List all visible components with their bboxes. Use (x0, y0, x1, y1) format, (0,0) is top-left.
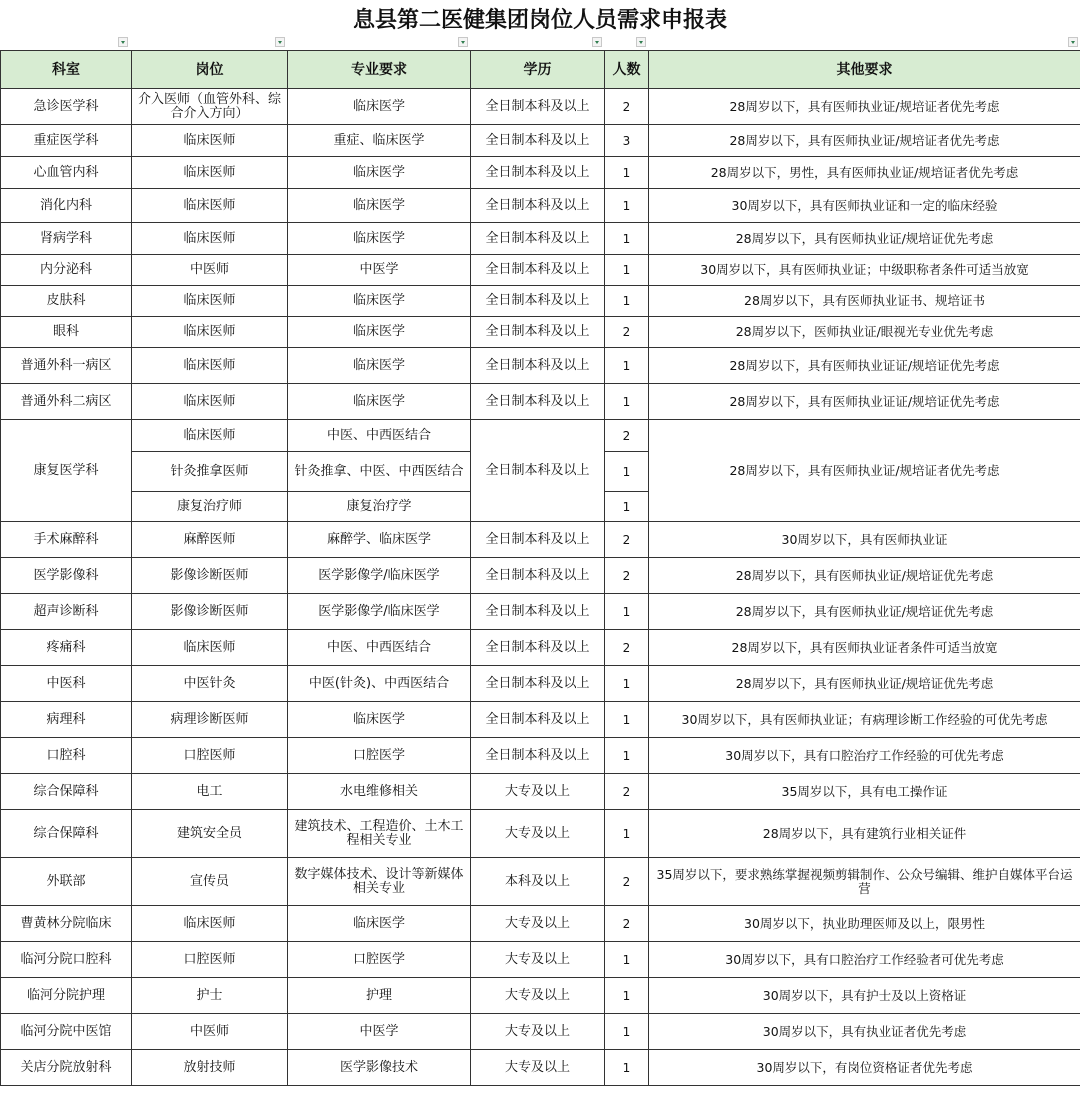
post-cell[interactable]: 临床医师 (132, 384, 288, 420)
table-row (1, 125, 1080, 157)
table-row (1, 522, 1080, 558)
major-cell[interactable]: 临床医学 (288, 157, 471, 189)
major-cell[interactable]: 临床医学 (288, 317, 471, 348)
education-cell[interactable]: 全日制本科及以上 (471, 348, 605, 384)
post-cell[interactable]: 建筑安全员 (132, 810, 288, 858)
education-cell[interactable]: 全日制本科及以上 (471, 666, 605, 702)
post-cell[interactable]: 临床医师 (132, 630, 288, 666)
dept-cell[interactable]: 超声诊断科 (1, 594, 132, 630)
count-cell[interactable]: 1 (605, 942, 649, 978)
requirement-cell[interactable]: 30周岁以下，具有口腔治疗工作经验的可优先考虑 (649, 738, 1080, 774)
dept-cell[interactable]: 肾病学科 (1, 223, 132, 255)
column-header[interactable]: 专业要求 (288, 51, 471, 89)
major-cell[interactable]: 临床医学 (288, 384, 471, 420)
major-cell[interactable]: 临床医学 (288, 286, 471, 317)
dept-cell[interactable]: 消化内科 (1, 189, 132, 223)
major-cell[interactable]: 中医、中西医结合 (288, 420, 471, 452)
requirement-cell[interactable]: 28周岁以下，具有医师执业证证/规培证优先考虑 (649, 348, 1080, 384)
filter-dropdown-icon[interactable] (118, 37, 128, 47)
count-cell[interactable]: 1 (605, 810, 649, 858)
count-cell[interactable]: 1 (605, 1050, 649, 1086)
requirement-cell[interactable]: 28周岁以下，具有建筑行业相关证件 (649, 810, 1080, 858)
filter-dropdown-icon[interactable] (458, 37, 468, 47)
dept-cell[interactable]: 手术麻醉科 (1, 522, 132, 558)
requirement-cell[interactable]: 28周岁以下，具有医师执业证证/规培证优先考虑 (649, 384, 1080, 420)
requirement-cell[interactable]: 28周岁以下，具有医师执业证/规培证优先考虑 (649, 666, 1080, 702)
dept-cell[interactable]: 中医科 (1, 666, 132, 702)
education-cell[interactable]: 全日制本科及以上 (471, 702, 605, 738)
filter-dropdown-icon[interactable] (592, 37, 602, 47)
count-cell[interactable]: 1 (605, 666, 649, 702)
education-cell[interactable]: 大专及以上 (471, 942, 605, 978)
education-cell[interactable]: 大专及以上 (471, 978, 605, 1014)
count-cell[interactable]: 1 (605, 157, 649, 189)
count-cell[interactable]: 2 (605, 317, 649, 348)
count-cell[interactable]: 1 (605, 1014, 649, 1050)
count-cell[interactable]: 3 (605, 125, 649, 157)
count-cell[interactable]: 1 (605, 594, 649, 630)
table-row (1, 594, 1080, 630)
major-cell[interactable]: 口腔医学 (288, 738, 471, 774)
post-cell[interactable]: 中医师 (132, 1014, 288, 1050)
major-cell[interactable]: 临床医学 (288, 348, 471, 384)
education-cell[interactable]: 全日制本科及以上 (471, 317, 605, 348)
table-row (1, 89, 1080, 125)
major-cell[interactable]: 重症、临床医学 (288, 125, 471, 157)
major-cell[interactable]: 针灸推拿、中医、中西医结合 (288, 452, 471, 492)
education-cell[interactable]: 全日制本科及以上 (471, 594, 605, 630)
dept-cell[interactable]: 临河分院口腔科 (1, 942, 132, 978)
post-cell[interactable]: 临床医师 (132, 906, 288, 942)
post-cell[interactable]: 影像诊断医师 (132, 558, 288, 594)
table-row (1, 810, 1080, 858)
column-header[interactable]: 人数 (605, 51, 649, 89)
dept-cell[interactable]: 内分泌科 (1, 255, 132, 286)
post-cell[interactable]: 临床医师 (132, 420, 288, 452)
education-cell[interactable]: 全日制本科及以上 (471, 286, 605, 317)
post-cell[interactable]: 中医师 (132, 255, 288, 286)
major-cell[interactable]: 中医学 (288, 255, 471, 286)
count-cell[interactable]: 1 (605, 286, 649, 317)
table-row (1, 223, 1080, 255)
education-cell[interactable]: 大专及以上 (471, 1014, 605, 1050)
major-cell[interactable]: 临床医学 (288, 189, 471, 223)
post-cell[interactable]: 临床医师 (132, 125, 288, 157)
education-cell[interactable]: 全日制本科及以上 (471, 630, 605, 666)
table-row (1, 978, 1080, 1014)
dept-cell[interactable]: 普通外科一病区 (1, 348, 132, 384)
post-cell[interactable]: 临床医师 (132, 223, 288, 255)
post-cell[interactable]: 临床医师 (132, 157, 288, 189)
major-cell[interactable]: 临床医学 (288, 702, 471, 738)
count-cell[interactable]: 2 (605, 774, 649, 810)
count-cell[interactable]: 1 (605, 702, 649, 738)
education-cell[interactable]: 大专及以上 (471, 774, 605, 810)
dept-cell[interactable]: 外联部 (1, 858, 132, 906)
requirement-cell[interactable]: 28周岁以下，具有医师执业证/规培证优先考虑 (649, 594, 1080, 630)
filter-bar (0, 36, 1080, 50)
filter-dropdown-icon[interactable] (636, 37, 646, 47)
recruitment-table (0, 50, 1080, 1086)
count-cell[interactable]: 2 (605, 858, 649, 906)
post-cell[interactable]: 口腔医师 (132, 738, 288, 774)
table-row (1, 189, 1080, 223)
education-cell[interactable]: 大专及以上 (471, 1050, 605, 1086)
requirement-cell[interactable]: 30周岁以下，具有护士及以上资格证 (649, 978, 1080, 1014)
post-cell[interactable]: 麻醉医师 (132, 522, 288, 558)
requirement-cell[interactable]: 30周岁以下，有岗位资格证者优先考虑 (649, 1050, 1080, 1086)
header-row (1, 51, 1080, 89)
education-cell[interactable]: 全日制本科及以上 (471, 125, 605, 157)
requirement-cell[interactable]: 28周岁以下，医师执业证/眼视光专业优先考虑 (649, 317, 1080, 348)
table-row (1, 255, 1080, 286)
table-row (1, 942, 1080, 978)
education-cell[interactable]: 全日制本科及以上 (471, 89, 605, 125)
requirement-cell[interactable]: 30周岁以下，具有医师执业证 (649, 522, 1080, 558)
post-cell[interactable]: 宣传员 (132, 858, 288, 906)
count-cell[interactable]: 1 (605, 492, 649, 522)
dept-cell[interactable]: 病理科 (1, 702, 132, 738)
major-cell[interactable]: 医学影像技术 (288, 1050, 471, 1086)
table-row (1, 1014, 1080, 1050)
dept-cell[interactable]: 综合保障科 (1, 810, 132, 858)
dept-cell[interactable]: 疼痛科 (1, 630, 132, 666)
requirement-cell[interactable]: 30周岁以下，执业助理医师及以上，限男性 (649, 906, 1080, 942)
education-cell[interactable]: 全日制本科及以上 (471, 255, 605, 286)
count-cell[interactable]: 1 (605, 978, 649, 1014)
count-cell[interactable]: 2 (605, 558, 649, 594)
dept-cell[interactable]: 心血管内科 (1, 157, 132, 189)
major-cell[interactable]: 麻醉学、临床医学 (288, 522, 471, 558)
table-row (1, 558, 1080, 594)
requirement-cell[interactable]: 30周岁以下，具有口腔治疗工作经验者可优先考虑 (649, 942, 1080, 978)
count-cell[interactable]: 1 (605, 255, 649, 286)
count-cell[interactable]: 1 (605, 738, 649, 774)
count-cell[interactable]: 1 (605, 348, 649, 384)
table-row (1, 348, 1080, 384)
requirement-cell[interactable]: 28周岁以下，具有医师执业证书、规培证书 (649, 286, 1080, 317)
requirement-cell[interactable]: 28周岁以下，具有医师执业证/规培证者优先考虑 (649, 125, 1080, 157)
major-cell[interactable]: 建筑技术、工程造价、土木工程相关专业 (288, 810, 471, 858)
education-cell[interactable]: 大专及以上 (471, 810, 605, 858)
education-cell[interactable]: 全日制本科及以上 (471, 384, 605, 420)
post-cell[interactable]: 临床医师 (132, 317, 288, 348)
education-cell[interactable]: 全日制本科及以上 (471, 738, 605, 774)
requirement-cell[interactable]: 35周岁以下，要求熟练掌握视频剪辑制作、公众号编辑、维护自媒体平台运营 (649, 858, 1080, 906)
requirement-cell[interactable]: 35周岁以下，具有电工操作证 (649, 774, 1080, 810)
table-row (1, 384, 1080, 420)
table-row (1, 702, 1080, 738)
major-cell[interactable]: 中医学 (288, 1014, 471, 1050)
education-cell[interactable]: 全日制本科及以上 (471, 223, 605, 255)
post-cell[interactable]: 电工 (132, 774, 288, 810)
major-cell[interactable]: 数字媒体技术、设计等新媒体相关专业 (288, 858, 471, 906)
requirement-cell[interactable]: 30周岁以下，具有医师执业证；有病理诊断工作经验的可优先考虑 (649, 702, 1080, 738)
education-cell[interactable]: 全日制本科及以上 (471, 522, 605, 558)
education-cell[interactable]: 全日制本科及以上 (471, 558, 605, 594)
table-row (1, 286, 1080, 317)
table-row (1, 774, 1080, 810)
requirement-cell[interactable]: 30周岁以下，具有执业证者优先考虑 (649, 1014, 1080, 1050)
dept-cell[interactable]: 曹黄林分院临床 (1, 906, 132, 942)
count-cell[interactable]: 1 (605, 189, 649, 223)
column-header[interactable]: 学历 (471, 51, 605, 89)
dept-cell[interactable]: 临河分院护理 (1, 978, 132, 1014)
requirement-cell[interactable]: 28周岁以下，具有医师执业证者条件可适当放宽 (649, 630, 1080, 666)
post-cell[interactable]: 放射技师 (132, 1050, 288, 1086)
post-cell[interactable]: 病理诊断医师 (132, 702, 288, 738)
count-cell[interactable]: 2 (605, 522, 649, 558)
dept-cell[interactable]: 普通外科二病区 (1, 384, 132, 420)
requirement-cell[interactable]: 28周岁以下，具有医师执业证/规培证者优先考虑 (649, 89, 1080, 125)
count-cell[interactable]: 1 (605, 223, 649, 255)
major-cell[interactable]: 康复治疗学 (288, 492, 471, 522)
count-cell[interactable]: 2 (605, 630, 649, 666)
major-cell[interactable]: 临床医学 (288, 906, 471, 942)
table-row (1, 317, 1080, 348)
dept-cell[interactable]: 关店分院放射科 (1, 1050, 132, 1086)
major-cell[interactable]: 护理 (288, 978, 471, 1014)
count-cell[interactable]: 2 (605, 906, 649, 942)
major-cell[interactable]: 水电维修相关 (288, 774, 471, 810)
filter-dropdown-icon[interactable] (275, 37, 285, 47)
post-cell[interactable]: 康复治疗师 (132, 492, 288, 522)
requirement-cell[interactable]: 28周岁以下，具有医师执业证/规培证优先考虑 (649, 558, 1080, 594)
table-row (1, 630, 1080, 666)
table-row (1, 420, 1080, 452)
post-cell[interactable]: 针灸推拿医师 (132, 452, 288, 492)
post-cell[interactable]: 护士 (132, 978, 288, 1014)
count-cell[interactable]: 2 (605, 420, 649, 452)
requirement-cell[interactable]: 30周岁以下，具有医师执业证；中级职称者条件可适当放宽 (649, 255, 1080, 286)
dept-cell[interactable]: 康复医学科 (1, 420, 132, 522)
column-header[interactable]: 科室 (1, 51, 132, 89)
requirement-cell[interactable]: 28周岁以下，具有医师执业证/规培证者优先考虑 (649, 420, 1080, 522)
dept-cell[interactable]: 医学影像科 (1, 558, 132, 594)
education-cell[interactable]: 大专及以上 (471, 906, 605, 942)
education-cell[interactable]: 全日制本科及以上 (471, 157, 605, 189)
table-title: 息县第二医健集团岗位人员需求申报表 (352, 7, 727, 33)
table-row (1, 906, 1080, 942)
table-row (1, 666, 1080, 702)
major-cell[interactable]: 临床医学 (288, 89, 471, 125)
post-cell[interactable]: 中医针灸 (132, 666, 288, 702)
dept-cell[interactable]: 临河分院中医馆 (1, 1014, 132, 1050)
education-cell[interactable]: 全日制本科及以上 (471, 189, 605, 223)
education-cell[interactable]: 全日制本科及以上 (471, 420, 605, 522)
column-header[interactable]: 岗位 (132, 51, 288, 89)
requirement-cell[interactable]: 28周岁以下，具有医师执业证/规培证优先考虑 (649, 223, 1080, 255)
requirement-cell[interactable]: 30周岁以下，具有医师执业证和一定的临床经验 (649, 189, 1080, 223)
count-cell[interactable]: 1 (605, 384, 649, 420)
post-cell[interactable]: 介入医师（血管外科、综合介入方向） (132, 89, 288, 125)
major-cell[interactable]: 中医、中西医结合 (288, 630, 471, 666)
dept-cell[interactable]: 综合保障科 (1, 774, 132, 810)
post-cell[interactable]: 影像诊断医师 (132, 594, 288, 630)
major-cell[interactable]: 口腔医学 (288, 942, 471, 978)
count-cell[interactable]: 1 (605, 452, 649, 492)
count-cell[interactable]: 2 (605, 89, 649, 125)
filter-dropdown-icon[interactable] (1068, 37, 1078, 47)
dept-cell[interactable]: 皮肤科 (1, 286, 132, 317)
major-cell[interactable]: 医学影像学/临床医学 (288, 558, 471, 594)
major-cell[interactable]: 中医(针灸)、中西医结合 (288, 666, 471, 702)
education-cell[interactable]: 本科及以上 (471, 858, 605, 906)
table-row (1, 738, 1080, 774)
table-row (1, 157, 1080, 189)
dept-cell[interactable]: 眼科 (1, 317, 132, 348)
post-cell[interactable]: 口腔医师 (132, 942, 288, 978)
table-row (1, 1050, 1080, 1086)
dept-cell[interactable]: 重症医学科 (1, 125, 132, 157)
major-cell[interactable]: 临床医学 (288, 223, 471, 255)
post-cell[interactable]: 临床医师 (132, 348, 288, 384)
post-cell[interactable]: 临床医师 (132, 286, 288, 317)
post-cell[interactable]: 临床医师 (132, 189, 288, 223)
dept-cell[interactable]: 口腔科 (1, 738, 132, 774)
requirement-cell[interactable]: 28周岁以下，男性，具有医师执业证/规培证者优先考虑 (649, 157, 1080, 189)
column-header[interactable]: 其他要求 (649, 51, 1080, 89)
dept-cell[interactable]: 急诊医学科 (1, 89, 132, 125)
major-cell[interactable]: 医学影像学/临床医学 (288, 594, 471, 630)
table-row (1, 858, 1080, 906)
